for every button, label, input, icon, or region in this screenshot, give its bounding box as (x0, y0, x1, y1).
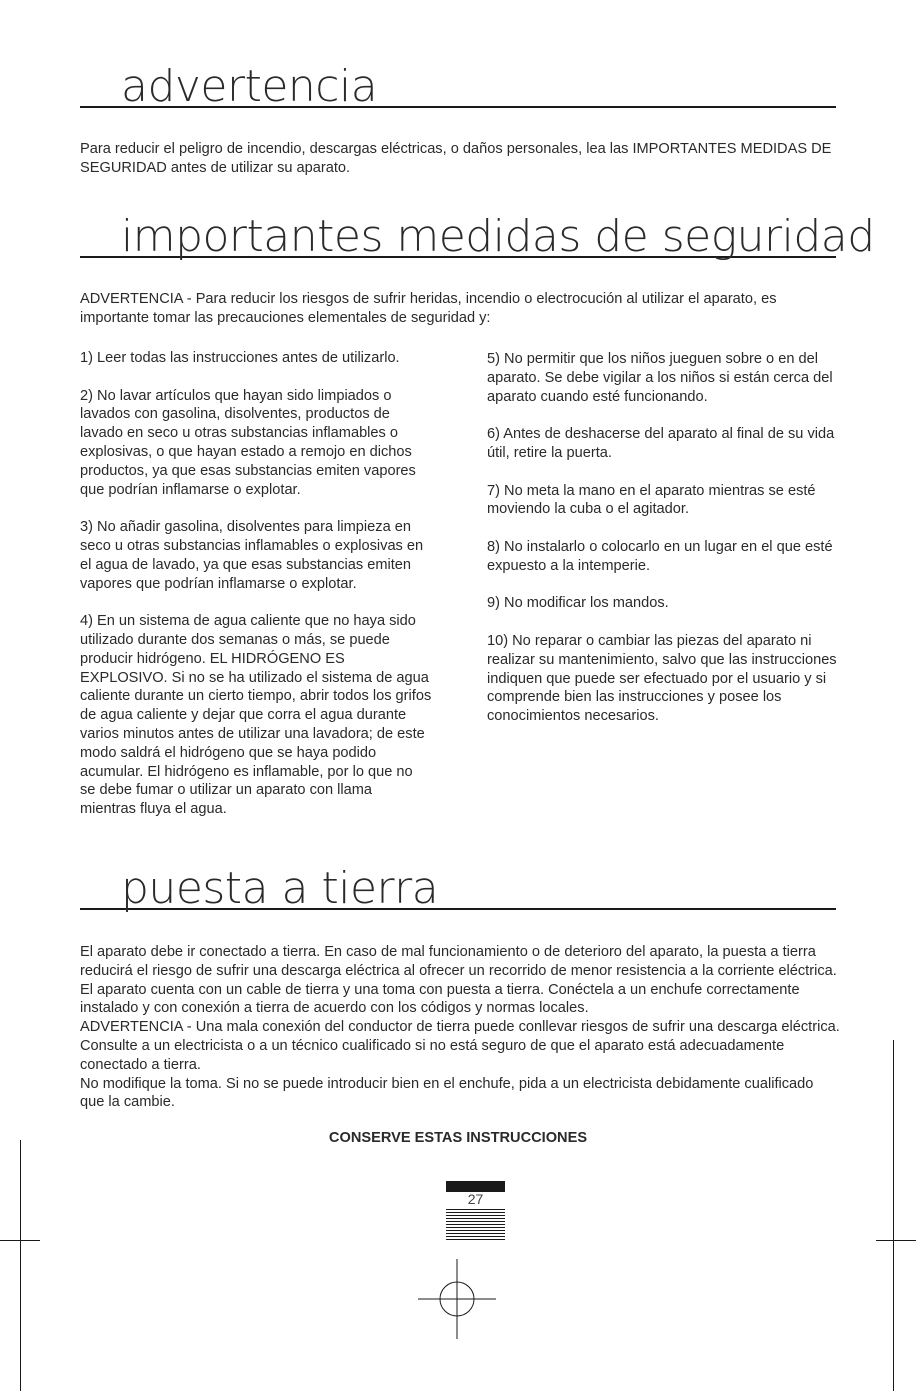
safety-item-6: 6) Antes de deshacerse del aparato al final de su vida útil, retire la puerta. (487, 426, 835, 461)
grounding-paragraph-2: ADVERTENCIA - Una mala conexión del conductor de tierra puede conllevar riesgos de sufrir una descarga eléctrica. Consulte a un electricista o a un técnico cualificado si no está seguro de que el aparato está adecuadamente conectado a tierra. (80, 1019, 840, 1073)
safety-item-10: 10) No reparar o cambiar las piezas del aparato ni realizar su mantenimiento, salvo que las instrucciones indiquen que puede ser efectuado por el usuario y si comprende bien las instrucciones y posee los conocimientos necesarios. (487, 632, 837, 725)
grounding-paragraph-3: No modifique la toma. Si no se puede introducir bien en el enchufe, pida a un electricista debidamente cualificado que la cambie. (80, 1075, 814, 1111)
heading-safety-measures: importantes medidas de seguridad (80, 212, 836, 258)
safety-item-4: 4) En un sistema de agua caliente que no haya sido utilizado durante dos semanas o más, se puede producir hidrógeno. EL HIDRÓGENO ES EXPLOSIVO. Si no se ha utilizado el sistema de agua caliente durante un cierto tiempo, abrir todos los grifos de agua caliente y dejar que corra el agua durante varios minutos antes de utilizar una lavadora; de este modo saldrá el hidrógeno que se haya podido acumular. El hidrógeno es inflamable, por lo que no se debe fumar o utilizar un aparato con llama mientras fluya el agua. (80, 613, 432, 818)
crop-mark-left-horizontal (0, 1240, 40, 1241)
crop-mark-right-vertical (893, 1040, 894, 1391)
page-number-box (446, 1181, 505, 1242)
page-number-stripes (446, 1209, 505, 1242)
grounding-text (80, 943, 840, 1112)
safety-list-right (487, 350, 839, 745)
safety-item-5: 5) No permitir que los niños jueguen sobre o en del aparato. Se debe vigilar a los niños si están cerca del aparato cuando esté funcionando. (487, 351, 833, 405)
warning-text: Para reducir el peligro de incendio, descargas eléctricas, o daños personales, lea las IMPORTANTES MEDIDAS DE SEGURIDAD antes de utilizar su aparato. (80, 141, 832, 176)
safety-item-2: 2) No lavar artículos que hayan sido limpiados o lavados con gasolina, disolventes, productos de lavado en seco u otras substancias inflamables o explosivas, o que hayan estado a remojo en dichos productos, ya que esas substancias emiten vapores que podrían inflamarse o explotar. (80, 387, 416, 498)
registration-target-icon (418, 1259, 496, 1339)
heading-grounding: puesta a tierra (80, 864, 836, 910)
safety-list-left (80, 349, 432, 838)
safety-item-8: 8) No instalarlo o colocarlo en un lugar en el que esté expuesto a la intemperie. (487, 538, 833, 574)
safety-item-9: 9) No modificar los mandos. (487, 595, 669, 612)
crop-mark-left-vertical (20, 1140, 21, 1391)
keep-instructions-note: CONSERVE ESTAS INSTRUCCIONES (328, 1130, 588, 1146)
heading-advertencia: advertencia (80, 62, 836, 108)
safety-item-7: 7) No meta la mano en el aparato mientras se esté moviendo la cuba o el agitador. (487, 482, 816, 518)
safety-intro: ADVERTENCIA - Para reducir los riesgos de sufrir heridas, incendio o electrocución al utilizar el aparato, es importante tomar las precauciones elementales de seguridad y: (80, 291, 777, 326)
safety-item-1: 1) Leer todas las instrucciones antes de utilizarlo. (80, 350, 400, 366)
grounding-paragraph-1: El aparato debe ir conectado a tierra. En caso de mal funcionamiento o de deterioro del aparato, la puesta a tierra reducirá el riesgo de sufrir una descarga eléctrica al ofrecer un recorrido de menor resistencia a la corriente eléctrica. El aparato cuenta con un cable de tierra y una toma con puesta a tierra. Conéctela a un enchufe correctamente instalado y con conexión a tierra de acuerdo con los códigos y normas locales. (80, 944, 837, 1017)
crop-mark-right-horizontal (876, 1240, 916, 1241)
page-number: 27 (467, 1191, 484, 1207)
safety-item-3: 3) No añadir gasolina, disolventes para limpieza en seco u otras substancias inflamables o explosivas en el agua de lavado, ya que esas substancias emiten vapores que podrían inflamarse o explotar. (80, 519, 424, 592)
